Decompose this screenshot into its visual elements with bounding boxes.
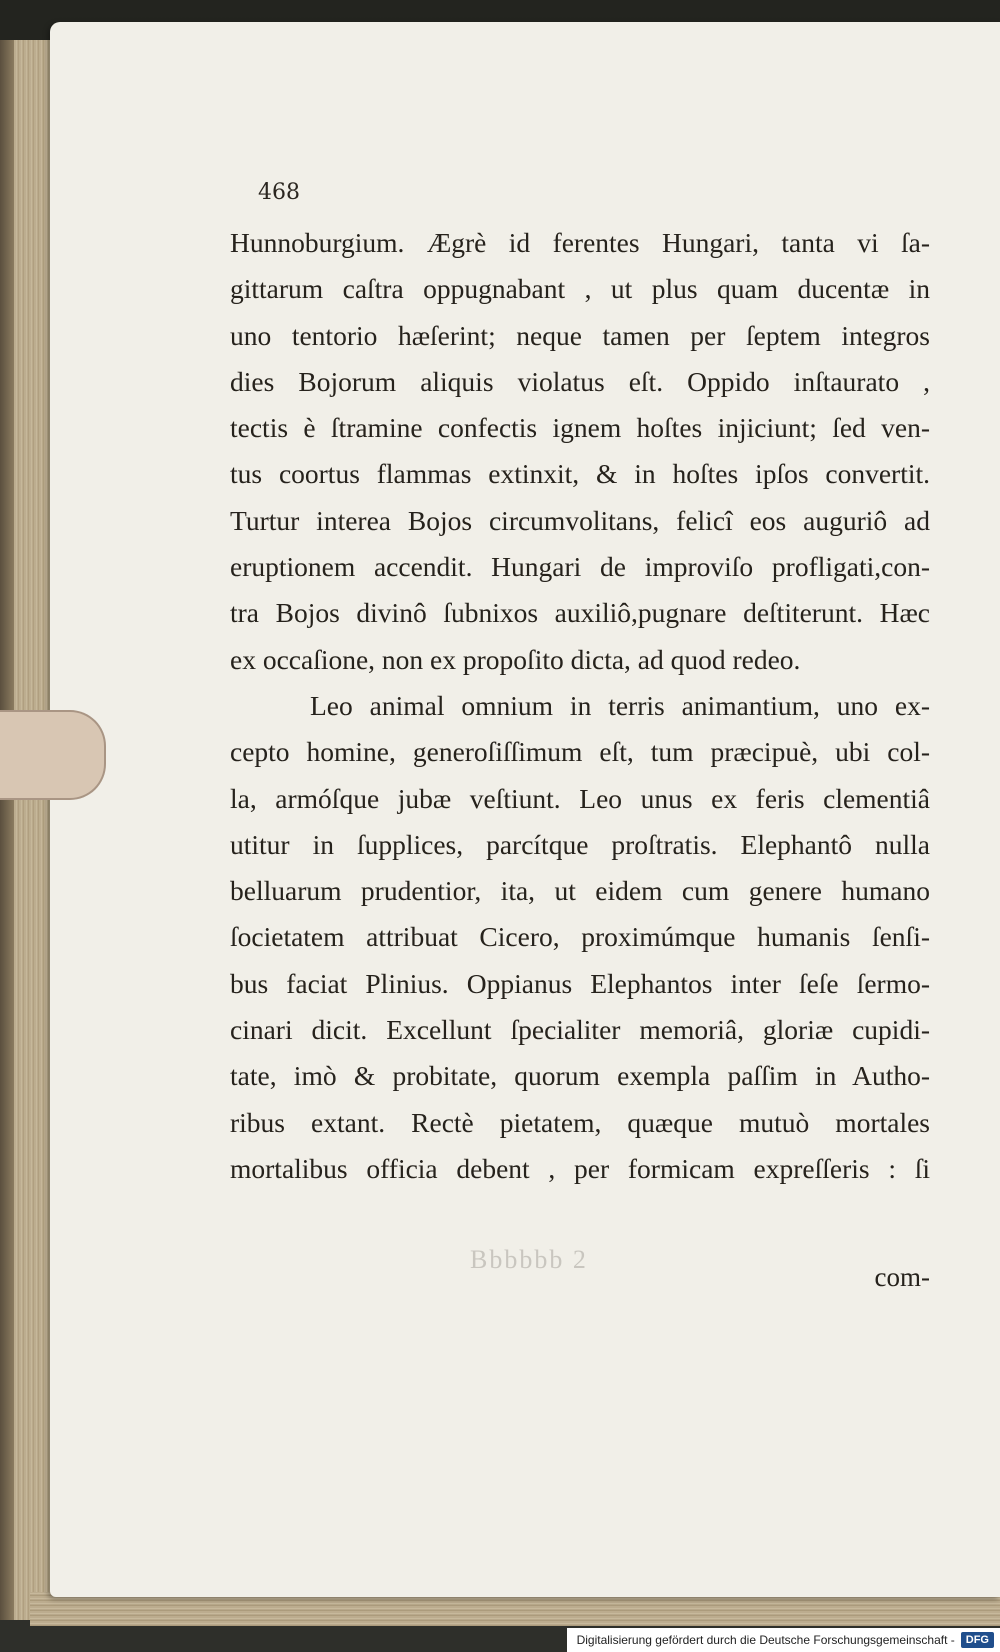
catchword: com- (874, 1262, 930, 1292)
text-line: ribus extant. Rectè pietatem, quæque mutuò mortales (230, 1106, 930, 1138)
digitization-credit (567, 1628, 1000, 1652)
text-line: mortalibus officia debent , per formicam expreſſeris : ſi (230, 1152, 930, 1184)
text-line: eruptionem accendit. Hungari de improviſo profligati,con- (230, 551, 930, 583)
text-line: ex occaſione, non ex propoſito dicta, ad quod redeo. (230, 643, 801, 675)
text-line: Hunnoburgium. Ægrè id ferentes Hungari, tanta vi ſa- (230, 227, 930, 258)
text-line: tectis è ſtramine confectis ignem hoſtes injiciunt; ſed ven- (230, 412, 930, 444)
text-line: Turtur interea Bojos circumvolitans, felicî eos auguriô ad (230, 504, 930, 536)
bottom-page-edges (30, 1592, 1000, 1626)
text-line: ſocietatem attribuat Cicero, proximúmque humanis ſenſi- (230, 921, 930, 953)
dfg-logo: DFG (961, 1632, 994, 1648)
page-number: 468 (258, 180, 300, 205)
credit-text: Digitalisierung gefördert durch die Deutsche Forschungsgemeinschaft - (576, 1633, 955, 1647)
text-line: uno tentorio hæſerint; neque tamen per ſeptem integros (230, 319, 930, 351)
binding-shadow (0, 40, 14, 1620)
page-body-text (230, 220, 930, 1192)
text-line: cepto homine, generoſiſſimum eſt, tum præcipuè, ubi col- (230, 736, 930, 768)
text-line: tus coortus flammas extinxit, & in hoſtes ipſos convertit. (230, 458, 930, 490)
text-line: dies Bojorum aliquis violatus eſt. Oppido inſtaurato , (230, 365, 930, 397)
text-line: utitur in ſupplices, parcítque proſtratis. Elephantô nulla (230, 828, 930, 860)
text-line: la, armóſque jubæ veſtiunt. Leo unus ex feris clementiâ (230, 782, 930, 814)
text-line: belluarum prudentior, ita, ut eidem cum genere humano (230, 875, 930, 907)
text-line-paragraph-start: Leo animal omnium in terris animantium, uno ex- (310, 689, 930, 721)
text-line: tate, imò & probitate, quorum exempla paſſim in Autho- (230, 1060, 930, 1092)
text-line: gittarum caſtra oppugnabant , ut plus quam ducentæ in (230, 273, 930, 305)
text-line: tra Bojos divinô ſubnixos auxiliô,pugnare deſtiterunt. Hæc (230, 597, 930, 629)
signature-bleed-through: Bbbbbb 2 (470, 1245, 588, 1274)
bookmark-tab (0, 710, 106, 800)
text-line: cinari dicit. Excellunt ſpecialiter memoriâ, gloriæ cupidi- (230, 1014, 930, 1046)
text-line: bus faciat Plinius. Oppianus Elephantos inter ſeſe ſermo- (230, 967, 930, 999)
